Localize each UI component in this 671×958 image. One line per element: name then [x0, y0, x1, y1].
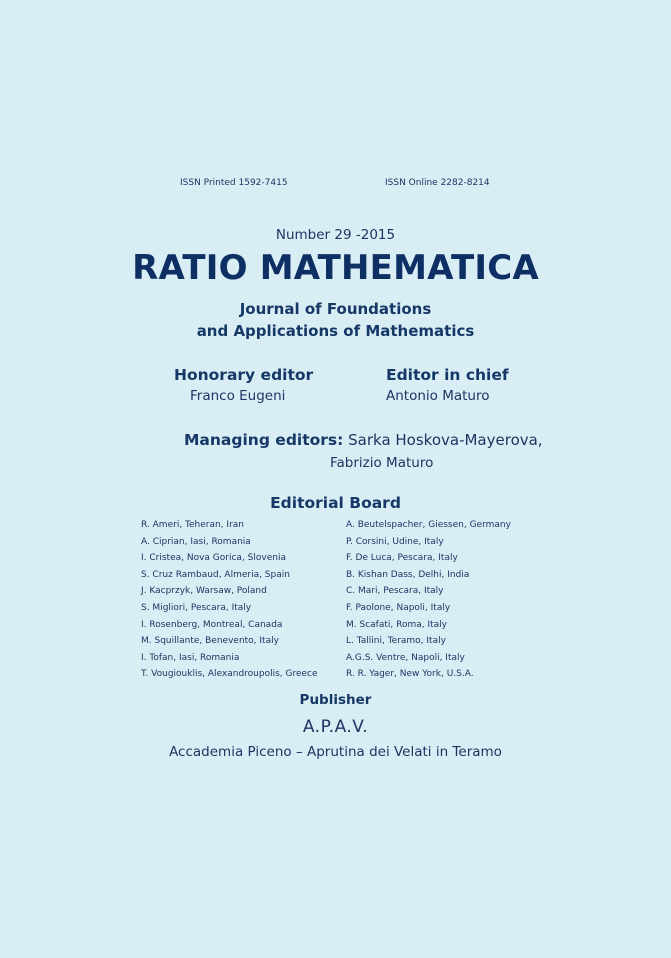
issue-number: Number 29 -2015 [275, 227, 396, 243]
board-member: B. Kishan Dass, Delhi, India [346, 569, 470, 580]
editor-in-chief-name: Antonio Maturo [386, 388, 490, 404]
board-member: A. Ciprian, Iasi, Romania [141, 536, 251, 547]
editorial-board-title: Editorial Board [270, 494, 401, 512]
managing-editor-2: Fabrizio Maturo [330, 455, 434, 471]
board-member: R. Ameri, Teheran, Iran [141, 520, 244, 530]
publisher-label: Publisher [299, 692, 372, 708]
managing-editors-label: Managing editors: [184, 431, 344, 449]
board-member: C. Mari, Pescara, Italy [346, 586, 444, 597]
journal-subtitle [0, 298, 671, 342]
board-member: P. Corsini, Udine, Italy [346, 536, 444, 547]
board-member: I. Rosenberg, Montreal, Canada [141, 619, 283, 630]
board-member: A. Beutelspacher, Giessen, Germany [346, 520, 511, 530]
editorial-board-left-column [141, 517, 318, 683]
managing-editor-1: Sarka Hoskova-Mayerova, [348, 431, 543, 449]
subtitle-line-2: and Applications of Mathematics [196, 322, 475, 340]
issn-printed: ISSN Printed 1592-7415 [180, 178, 288, 188]
board-member: L. Tallini, Teramo, Italy [346, 636, 446, 647]
board-member: R. R. Yager, New York, U.S.A. [346, 669, 474, 680]
honorary-editor-label: Honorary editor [174, 366, 314, 384]
board-member: I. Tofan, Iasi, Romania [141, 652, 240, 663]
board-member: F. Paolone, Napoli, Italy [346, 602, 451, 613]
board-member: S. Migliori, Pescara, Italy [141, 602, 252, 613]
publisher-full-name: Accademia Piceno – Aprutina dei Velati in Teramo [169, 744, 502, 760]
honorary-editor-name: Franco Eugeni [190, 388, 286, 404]
journal-title: RATIO MATHEMATICA [132, 248, 539, 288]
issn-online: ISSN Online 2282-8214 [385, 178, 490, 188]
subtitle-line-1: Journal of Foundations [239, 300, 432, 318]
editor-in-chief-label: Editor in chief [386, 366, 509, 384]
board-member: M. Squillante, Benevento, Italy [141, 636, 279, 647]
board-member: M. Scafati, Roma, Italy [346, 619, 447, 630]
board-member: A.G.S. Ventre, Napoli, Italy [346, 652, 465, 663]
board-member: S. Cruz Rambaud, Almeria, Spain [141, 569, 290, 580]
board-member: F. De Luca, Pescara, Italy [346, 553, 458, 564]
publisher-name: A.P.A.V. [302, 717, 369, 737]
board-member: I. Cristea, Nova Gorica, Slovenia [141, 553, 286, 564]
board-member: J. Kacprzyk, Warsaw, Poland [141, 586, 267, 597]
managing-editors [184, 431, 543, 449]
board-member: T. Vougiouklis, Alexandroupolis, Greece [141, 669, 318, 680]
editorial-board-right-column [346, 517, 511, 683]
